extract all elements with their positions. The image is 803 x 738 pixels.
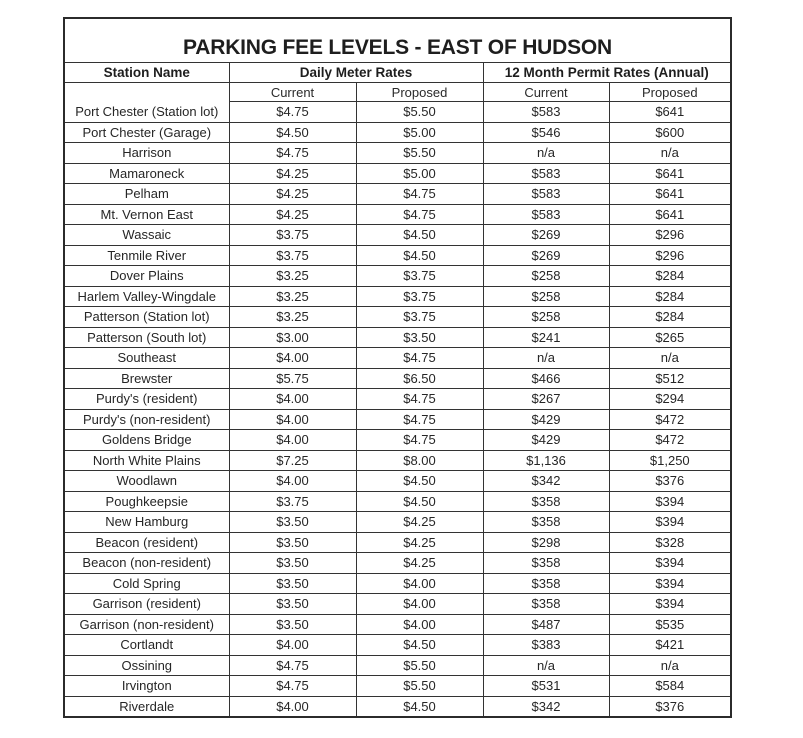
station-name-cell: Southeast [64,348,229,369]
station-name-cell: New Hamburg [64,512,229,533]
station-name-cell: Garrison (resident) [64,594,229,615]
permit-current-cell: $383 [483,635,609,656]
permit-current-cell: $241 [483,327,609,348]
permit-proposed-cell: $584 [609,676,731,697]
table-row [64,532,731,553]
station-name-cell: Beacon (resident) [64,532,229,553]
daily-current-cell: $4.25 [229,184,356,205]
daily-current-cell: $4.75 [229,655,356,676]
permit-proposed-cell: $600 [609,122,731,143]
sub-header-blank [64,83,229,102]
daily-current-cell: $7.25 [229,450,356,471]
table-row [64,491,731,512]
daily-current-cell: $4.25 [229,204,356,225]
station-name-cell: Purdy's (resident) [64,389,229,410]
daily-current-cell: $4.25 [229,163,356,184]
table-row [64,389,731,410]
permit-proposed-cell: $394 [609,491,731,512]
station-name-cell: Pelham [64,184,229,205]
permit-proposed-cell: $641 [609,204,731,225]
header-daily-current: Current [229,83,356,102]
permit-current-cell: $429 [483,430,609,451]
station-name-cell: Irvington [64,676,229,697]
daily-proposed-cell: $4.00 [356,573,483,594]
table-row [64,471,731,492]
table-row [64,143,731,164]
daily-proposed-cell: $4.75 [356,348,483,369]
daily-proposed-cell: $4.50 [356,491,483,512]
table-row [64,204,731,225]
daily-proposed-cell: $4.25 [356,532,483,553]
daily-proposed-cell: $3.75 [356,307,483,328]
daily-proposed-cell: $4.25 [356,512,483,533]
station-name-cell: Brewster [64,368,229,389]
daily-current-cell: $4.50 [229,122,356,143]
table-row [64,368,731,389]
table-row [64,655,731,676]
station-name-cell: Tenmile River [64,245,229,266]
header-daily-meter-rates: Daily Meter Rates [229,63,483,83]
station-name-cell: Riverdale [64,696,229,717]
station-name-cell: Wassaic [64,225,229,246]
sub-header-row [64,83,731,102]
permit-current-cell: $531 [483,676,609,697]
table-row [64,307,731,328]
permit-current-cell: $487 [483,614,609,635]
daily-current-cell: $4.00 [229,696,356,717]
table-row [64,676,731,697]
daily-current-cell: $4.00 [229,430,356,451]
permit-current-cell: $342 [483,696,609,717]
permit-current-cell: $269 [483,245,609,266]
daily-proposed-cell: $5.50 [356,655,483,676]
station-name-cell: Patterson (South lot) [64,327,229,348]
daily-proposed-cell: $4.25 [356,553,483,574]
permit-current-cell: $267 [483,389,609,410]
daily-current-cell: $3.50 [229,573,356,594]
daily-current-cell: $3.25 [229,266,356,287]
table-title: PARKING FEE LEVELS - EAST OF HUDSON [64,18,731,63]
permit-proposed-cell: $284 [609,266,731,287]
permit-proposed-cell: $641 [609,102,731,123]
station-name-cell: Port Chester (Station lot) [64,102,229,123]
permit-current-cell: $269 [483,225,609,246]
station-name-cell: Woodlawn [64,471,229,492]
permit-proposed-cell: n/a [609,143,731,164]
daily-current-cell: $5.75 [229,368,356,389]
header-permit-rates: 12 Month Permit Rates (Annual) [483,63,731,83]
permit-proposed-cell: $284 [609,286,731,307]
permit-current-cell: $358 [483,491,609,512]
daily-current-cell: $3.75 [229,245,356,266]
table-row [64,430,731,451]
table-row [64,450,731,471]
daily-current-cell: $3.75 [229,225,356,246]
permit-current-cell: n/a [483,143,609,164]
permit-proposed-cell: $641 [609,184,731,205]
permit-current-cell: n/a [483,348,609,369]
table-row [64,614,731,635]
daily-proposed-cell: $6.50 [356,368,483,389]
station-name-cell: Harrison [64,143,229,164]
permit-current-cell: $342 [483,471,609,492]
permit-proposed-cell: $284 [609,307,731,328]
permit-current-cell: $258 [483,307,609,328]
station-name-cell: Port Chester (Garage) [64,122,229,143]
permit-current-cell: n/a [483,655,609,676]
daily-proposed-cell: $4.00 [356,614,483,635]
permit-proposed-cell: $376 [609,696,731,717]
table-row [64,696,731,717]
permit-current-cell: $258 [483,266,609,287]
daily-proposed-cell: $4.50 [356,225,483,246]
permit-proposed-cell: $296 [609,225,731,246]
daily-proposed-cell: $4.75 [356,430,483,451]
table-row [64,553,731,574]
daily-current-cell: $4.00 [229,635,356,656]
daily-current-cell: $3.75 [229,491,356,512]
fee-rows [64,102,731,718]
station-name-cell: Beacon (non-resident) [64,553,229,574]
header-station-name: Station Name [64,63,229,83]
daily-proposed-cell: $4.50 [356,471,483,492]
daily-current-cell: $3.50 [229,512,356,533]
daily-proposed-cell: $5.50 [356,102,483,123]
permit-current-cell: $583 [483,102,609,123]
table-row [64,122,731,143]
table-row [64,327,731,348]
group-header-row [64,63,731,83]
daily-current-cell: $3.50 [229,553,356,574]
table-row [64,286,731,307]
station-name-cell: Cortlandt [64,635,229,656]
table-row [64,102,731,123]
station-name-cell: North White Plains [64,450,229,471]
table-row [64,594,731,615]
permit-current-cell: $546 [483,122,609,143]
daily-proposed-cell: $3.50 [356,327,483,348]
daily-proposed-cell: $4.75 [356,204,483,225]
permit-current-cell: $258 [483,286,609,307]
permit-current-cell: $583 [483,184,609,205]
table-row [64,512,731,533]
daily-proposed-cell: $8.00 [356,450,483,471]
parking-fee-table [63,17,732,718]
daily-proposed-cell: $4.75 [356,184,483,205]
daily-current-cell: $3.50 [229,532,356,553]
daily-proposed-cell: $4.75 [356,409,483,430]
permit-current-cell: $358 [483,573,609,594]
station-name-cell: Dover Plains [64,266,229,287]
daily-proposed-cell: $5.00 [356,122,483,143]
daily-proposed-cell: $4.50 [356,635,483,656]
title-row [64,18,731,63]
daily-current-cell: $3.25 [229,286,356,307]
daily-current-cell: $4.00 [229,389,356,410]
daily-proposed-cell: $4.75 [356,389,483,410]
permit-current-cell: $1,136 [483,450,609,471]
station-name-cell: Cold Spring [64,573,229,594]
daily-proposed-cell: $3.75 [356,286,483,307]
table-row [64,163,731,184]
daily-current-cell: $4.75 [229,143,356,164]
daily-current-cell: $4.75 [229,102,356,123]
daily-current-cell: $3.25 [229,307,356,328]
station-name-cell: Harlem Valley-Wingdale [64,286,229,307]
permit-current-cell: $429 [483,409,609,430]
daily-current-cell: $4.00 [229,409,356,430]
daily-proposed-cell: $4.00 [356,594,483,615]
daily-current-cell: $4.00 [229,348,356,369]
table-row [64,348,731,369]
daily-current-cell: $4.00 [229,471,356,492]
permit-proposed-cell: $472 [609,409,731,430]
permit-current-cell: $583 [483,204,609,225]
station-name-cell: Mamaroneck [64,163,229,184]
table-row [64,635,731,656]
permit-proposed-cell: $376 [609,471,731,492]
permit-current-cell: $466 [483,368,609,389]
table-row [64,225,731,246]
station-name-cell: Patterson (Station lot) [64,307,229,328]
permit-proposed-cell: $265 [609,327,731,348]
permit-proposed-cell: $394 [609,573,731,594]
permit-proposed-cell: $294 [609,389,731,410]
permit-proposed-cell: $512 [609,368,731,389]
permit-current-cell: $358 [483,553,609,574]
daily-current-cell: $3.00 [229,327,356,348]
parking-fee-sheet [63,17,730,718]
daily-proposed-cell: $3.75 [356,266,483,287]
permit-proposed-cell: $421 [609,635,731,656]
table-row [64,573,731,594]
daily-current-cell: $3.50 [229,614,356,635]
permit-proposed-cell: n/a [609,655,731,676]
station-name-cell: Mt. Vernon East [64,204,229,225]
table-row [64,245,731,266]
permit-proposed-cell: $394 [609,553,731,574]
station-name-cell: Poughkeepsie [64,491,229,512]
permit-proposed-cell: $328 [609,532,731,553]
table-row [64,184,731,205]
permit-proposed-cell: n/a [609,348,731,369]
daily-current-cell: $3.50 [229,594,356,615]
daily-proposed-cell: $5.00 [356,163,483,184]
station-name-cell: Garrison (non-resident) [64,614,229,635]
header-daily-proposed: Proposed [356,83,483,102]
daily-proposed-cell: $4.50 [356,245,483,266]
permit-current-cell: $583 [483,163,609,184]
permit-proposed-cell: $296 [609,245,731,266]
permit-proposed-cell: $472 [609,430,731,451]
permit-proposed-cell: $1,250 [609,450,731,471]
daily-proposed-cell: $5.50 [356,676,483,697]
table-row [64,409,731,430]
daily-proposed-cell: $4.50 [356,696,483,717]
header-permit-current: Current [483,83,609,102]
permit-proposed-cell: $535 [609,614,731,635]
permit-current-cell: $298 [483,532,609,553]
permit-current-cell: $358 [483,512,609,533]
daily-current-cell: $4.75 [229,676,356,697]
permit-current-cell: $358 [483,594,609,615]
station-name-cell: Goldens Bridge [64,430,229,451]
station-name-cell: Ossining [64,655,229,676]
table-row [64,266,731,287]
station-name-cell: Purdy's (non-resident) [64,409,229,430]
permit-proposed-cell: $394 [609,594,731,615]
daily-proposed-cell: $5.50 [356,143,483,164]
header-permit-proposed: Proposed [609,83,731,102]
permit-proposed-cell: $394 [609,512,731,533]
permit-proposed-cell: $641 [609,163,731,184]
